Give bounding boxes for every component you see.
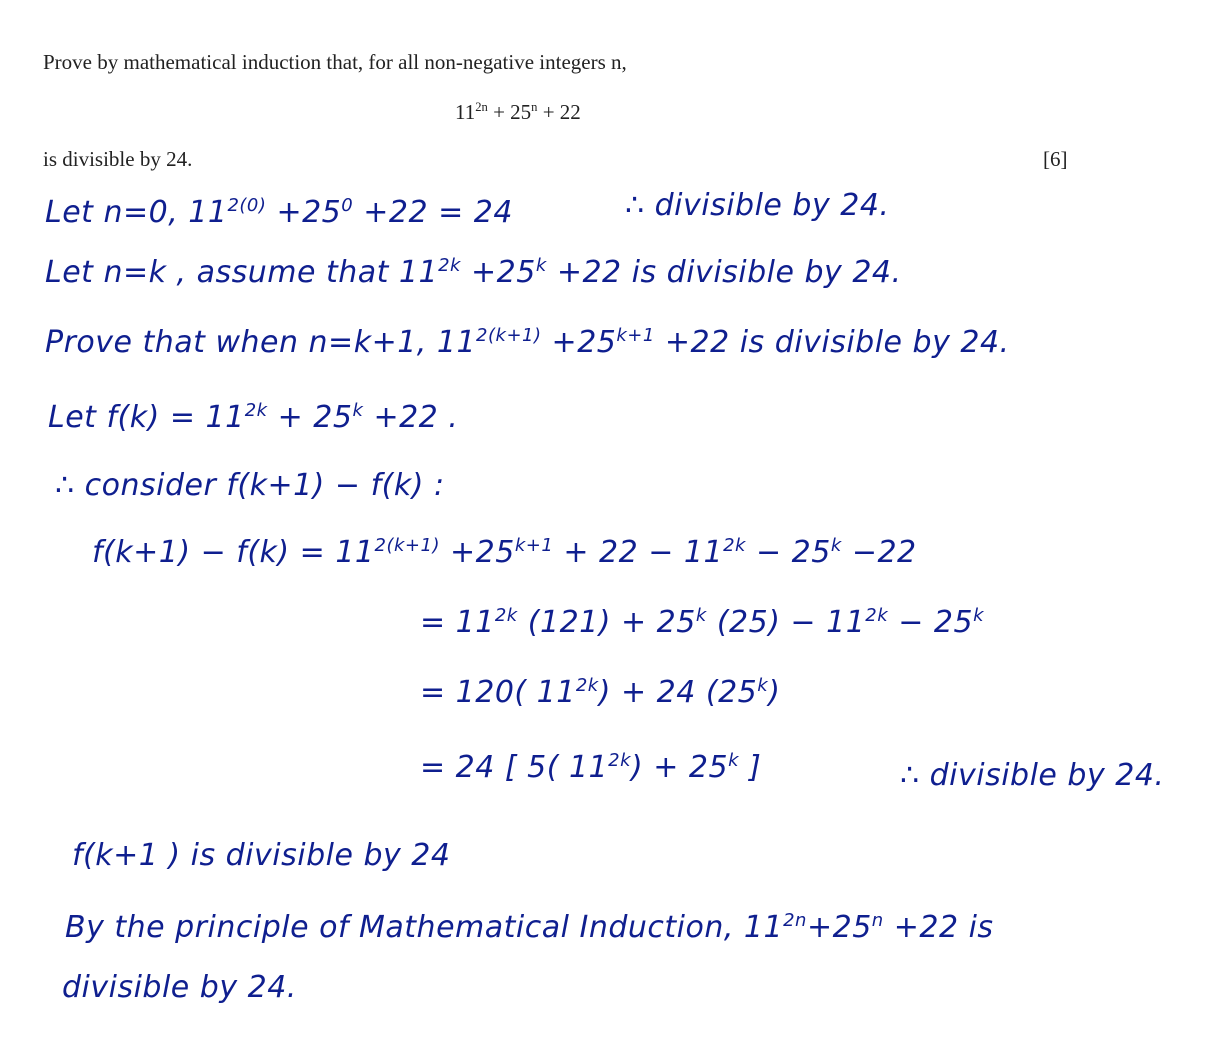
question-expression <box>455 100 581 125</box>
expr-plus-25: + 25 <box>487 100 532 124</box>
question-conclusion: is divisible by 24. <box>43 147 193 171</box>
expr-exp-n: n <box>531 100 538 114</box>
hw-line-result: f(k+1 ) is divisible by 24 <box>72 838 451 873</box>
expr-plus-22: + 22 <box>537 100 581 124</box>
question-intro: Prove by mathematical induction that, for all non-negative integers n, <box>43 50 627 74</box>
hw-line-difference: $f(k+1) - f(k) = 11^{2(k+1)} +25^{k+1} + 22 - 11^{2k} - 25^k -22$ <box>92 535 917 570</box>
hw-line-define-f: Let $f(k) = 11^{2k} + 25^k +22$ . <box>48 400 459 435</box>
hw-line-base-case: Let n=0, $11^{2(0)} +25^0 +22 = 24$ <box>45 195 513 230</box>
hw-line-factor: = 24 [ 5( $11^{2k}) + 25^k$ ] <box>420 750 762 785</box>
hw-line-consider: ∴ consider f(k+1) − f(k) : <box>55 468 445 503</box>
hw-line-conclusion-end: divisible by 24. <box>62 970 297 1005</box>
question-marks: [6] <box>1043 147 1068 171</box>
hw-line-simplify: = 120( $11^{2k}) + 24$ (25$^k$) <box>420 675 781 710</box>
hw-line-prove: Prove that when n=k+1, $11^{2(k+1)} +25^{k+1} +22$ is divisible by 24. <box>45 325 1010 360</box>
hw-line-assume: Let n=k , assume that $11^{2k} +25^k +22$ is divisible by 24. <box>45 255 902 290</box>
expr-exp-2n: 2n <box>475 100 488 114</box>
hw-line-base-case-note: ∴ divisible by 24. <box>625 188 890 223</box>
hw-line-expand: = $11^{2k}$ $(121) + 25^k$ $(25) - 11^{2k} - 25^k$ <box>420 605 985 640</box>
hw-line-conclusion: By the principle of Mathematical Induction, $11^{2n}+25^n +22$ is <box>65 910 994 945</box>
hw-line-factor-note: ∴ divisible by 24. <box>900 758 1165 793</box>
expr-base-11: 11 <box>455 100 476 124</box>
